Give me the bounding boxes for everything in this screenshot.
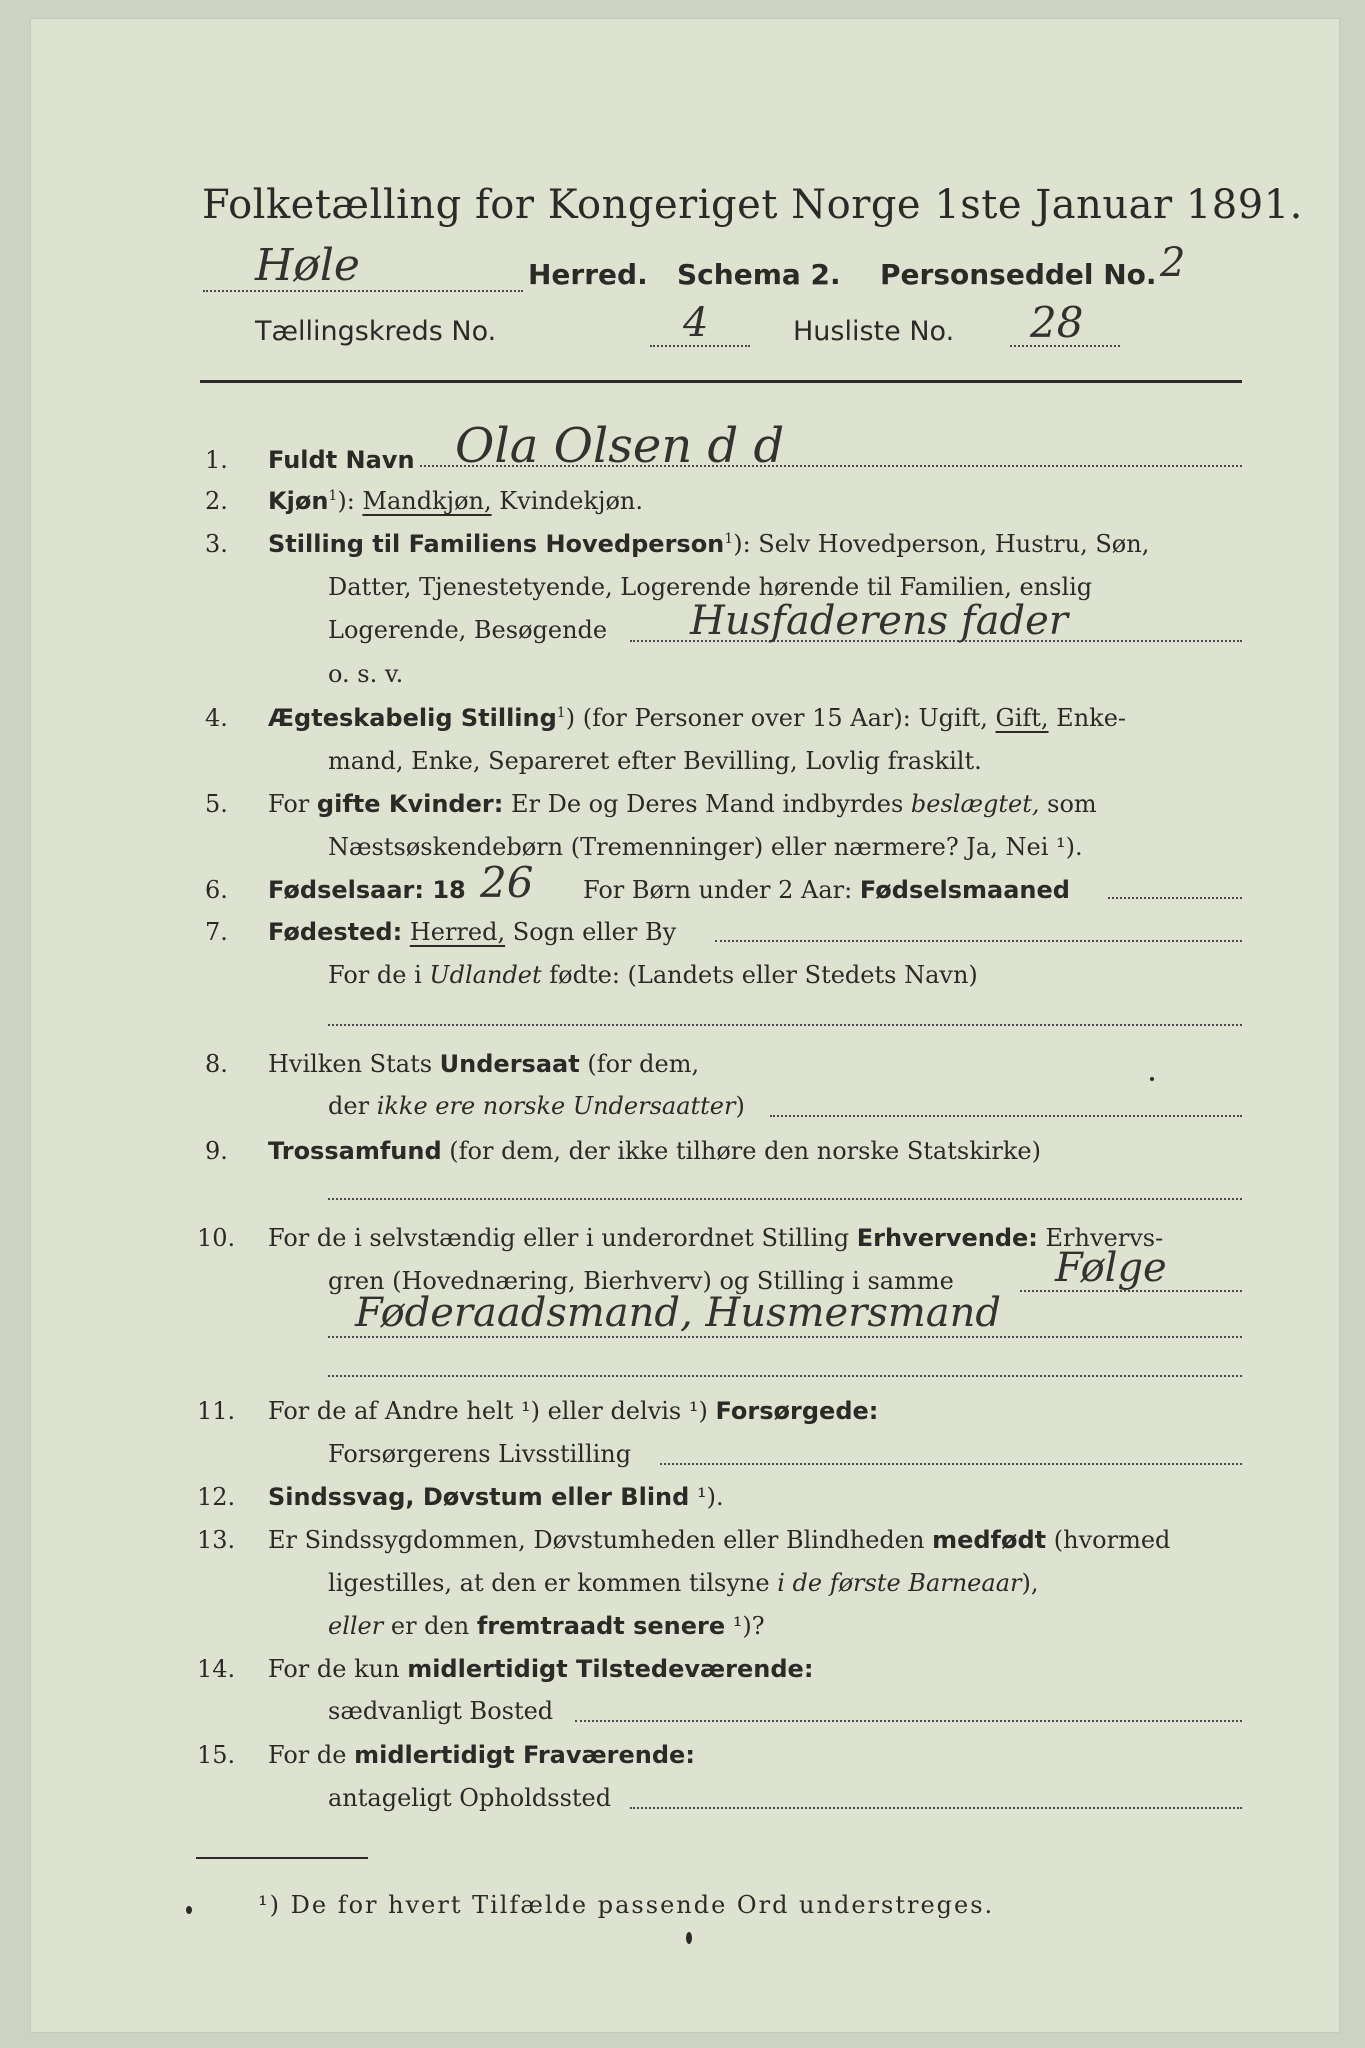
item-number: 2. bbox=[205, 487, 228, 515]
item-10-pre: For de i selvstændig eller i underordnet Stilling bbox=[268, 1224, 850, 1252]
item-8-line2 bbox=[328, 1092, 745, 1120]
item-number: 8. bbox=[205, 1050, 228, 1078]
item-4-line1-end: Enke- bbox=[1056, 704, 1127, 732]
item-3-line4: o. s. v. bbox=[328, 660, 404, 688]
bosted-dotted-line bbox=[575, 1720, 1242, 1722]
item-4-line1-rest: ) (for Personer over 15 Aar): Ugift, bbox=[565, 704, 988, 732]
erhverv-dotted-line-2 bbox=[328, 1336, 1242, 1338]
item-5-label: gifte Kvinder: bbox=[316, 790, 504, 818]
item-13-line3-end: ¹)? bbox=[732, 1612, 765, 1640]
item-8-line2-italic: ikke ere norske Undersaatter bbox=[376, 1092, 736, 1120]
footnote: ¹) De for hvert Tilfælde passende Ord understreges. bbox=[258, 1891, 995, 1919]
item-11-label: Forsørgede: bbox=[715, 1397, 879, 1425]
item-6-rest bbox=[583, 876, 1070, 904]
item-2-label: Kjøn bbox=[268, 487, 329, 515]
item-6-rest-pre: For Børn under 2 Aar: bbox=[583, 876, 853, 904]
item-15-line2: antageligt Opholdssted bbox=[328, 1784, 612, 1812]
ink-mark bbox=[186, 1906, 192, 1914]
item-13-end: (hvormed bbox=[1053, 1526, 1171, 1554]
udland-dotted-line bbox=[328, 1024, 1242, 1026]
undersaat-dotted-line bbox=[770, 1115, 1242, 1117]
item-7-line2-rest: fødte: (Landets eller Stedets Navn) bbox=[549, 961, 978, 989]
item-5-line2: Næstsøskendebørn (Tremenninger) eller nærmere? Ja, Nei ¹). bbox=[328, 833, 1083, 861]
gift-selected: Gift, bbox=[995, 704, 1049, 732]
item-10-line2: gren (Hovednæring, Bierhverv) og Stilling i samme bbox=[328, 1267, 954, 1295]
item-number: 6. bbox=[205, 876, 228, 904]
item-number: 5. bbox=[205, 790, 228, 818]
kreds-number: 4 bbox=[683, 300, 709, 346]
item-15-pre: For de bbox=[268, 1741, 347, 1769]
item-number: 1. bbox=[205, 446, 228, 474]
item-13-label: medfødt bbox=[932, 1526, 1047, 1554]
item-5-italic: beslægtet, bbox=[910, 790, 1040, 818]
item-10-end: Erhvervs- bbox=[1045, 1224, 1164, 1252]
item-2-line bbox=[268, 487, 643, 515]
item-9-label: Trossamfund bbox=[268, 1137, 442, 1165]
item-8-rest: (for dem, bbox=[587, 1050, 700, 1078]
footnote-rule bbox=[196, 1857, 368, 1859]
item-3-label: Stilling til Familiens Hovedperson bbox=[268, 530, 725, 558]
footnote-mark: 1 bbox=[556, 705, 566, 721]
item-5-pre: For bbox=[268, 790, 310, 818]
item-number: 4. bbox=[205, 704, 228, 732]
item-4-line1 bbox=[268, 704, 1126, 732]
item-15-label: midlertidigt Fraværende: bbox=[354, 1741, 695, 1769]
ink-mark bbox=[686, 1932, 692, 1944]
item-number: 7. bbox=[205, 918, 228, 946]
personseddel-number: 2 bbox=[1160, 240, 1186, 286]
item-number: 11. bbox=[197, 1397, 236, 1425]
herred-dotted-line bbox=[203, 290, 523, 292]
item-4-label: Ægteskabelig Stilling bbox=[268, 704, 557, 732]
name-handwritten: Ola Olsen d d bbox=[455, 418, 785, 474]
form-title: Folketælling for Kongeriget Norge 1ste Januar 1891. bbox=[202, 182, 1303, 228]
item-number: 3. bbox=[205, 530, 228, 558]
kreds-label: Tællingskreds No. bbox=[255, 316, 497, 347]
item-7-label: Fødested: bbox=[268, 918, 403, 946]
item-3-line1 bbox=[268, 530, 1149, 558]
item-number: 13. bbox=[197, 1526, 236, 1554]
item-number: 9. bbox=[205, 1137, 228, 1165]
husliste-label: Husliste No. bbox=[793, 316, 955, 347]
item-13-line2-pre: ligestilles, at den er kommen tilsyne bbox=[328, 1569, 770, 1597]
ink-mark bbox=[1150, 1077, 1154, 1081]
item-7-line2-italic: Udlandet bbox=[429, 961, 542, 989]
item-6-label: Fødselsaar: 18 bbox=[268, 876, 466, 904]
item-3-line3: Logerende, Besøgende bbox=[328, 616, 608, 644]
erhverv-handwritten-1: Følge bbox=[1055, 1245, 1167, 1291]
herred-label: Herred. bbox=[528, 258, 648, 291]
item-9-line1 bbox=[268, 1137, 1041, 1165]
item-7-rest: Sogn eller By bbox=[512, 918, 677, 946]
personseddel-label: Personseddel No. bbox=[880, 258, 1157, 291]
item-number: 14. bbox=[197, 1655, 236, 1683]
item-11-pre: For de af Andre helt ¹) eller delvis ¹) bbox=[268, 1397, 708, 1425]
item-12-line1 bbox=[268, 1483, 724, 1511]
trossamfund-dotted-line bbox=[328, 1198, 1242, 1200]
item-13-line1 bbox=[268, 1526, 1170, 1554]
fodselsmaaned-dotted-line bbox=[1108, 897, 1242, 899]
item-13-line3-pre: er den bbox=[390, 1612, 470, 1640]
herred-selected: Herred, bbox=[409, 918, 506, 946]
header-rule bbox=[200, 380, 1242, 383]
item-number: 10. bbox=[197, 1224, 236, 1252]
item-number: 12. bbox=[197, 1483, 236, 1511]
item-8-line2-pre: der bbox=[328, 1092, 370, 1120]
item-2-colon: ): bbox=[337, 487, 363, 515]
footnote-mark: 1 bbox=[328, 488, 338, 504]
kjon-rest: Kvindekjøn. bbox=[499, 487, 643, 515]
item-5-rest: Er De og Deres Mand indbyrdes bbox=[510, 790, 904, 818]
item-8-pre: Hvilken Stats bbox=[268, 1050, 433, 1078]
stilling-handwritten: Husfaderens fader bbox=[690, 598, 1068, 644]
item-9-rest: (for dem, der ikke tilhøre den norske Statskirke) bbox=[449, 1137, 1041, 1165]
herred-handwritten: Høle bbox=[255, 240, 360, 291]
item-10-line1 bbox=[268, 1224, 1163, 1252]
erhverv-dotted-line-3 bbox=[328, 1375, 1242, 1377]
item-13-line3-italic: eller bbox=[328, 1612, 384, 1640]
item-14-pre: For de kun bbox=[268, 1655, 400, 1683]
livsstilling-dotted-line bbox=[660, 1463, 1242, 1465]
fodested-dotted-line bbox=[715, 940, 1242, 942]
item-12-label: Sindssvag, Døvstum eller Blind bbox=[268, 1483, 690, 1511]
item-5-end: som bbox=[1047, 790, 1097, 818]
item-13-line3-bold: fremtraadt senere bbox=[476, 1612, 726, 1640]
kjon-selected: Mandkjøn, bbox=[362, 487, 492, 515]
item-13-line2-end: ), bbox=[1021, 1569, 1039, 1597]
item-12-tail: ¹). bbox=[696, 1483, 724, 1511]
item-8-line1 bbox=[268, 1050, 699, 1078]
husliste-number: 28 bbox=[1030, 298, 1084, 347]
item-14-line2: sædvanligt Bosted bbox=[328, 1697, 554, 1725]
item-13-line3 bbox=[328, 1612, 765, 1640]
item-11-line2: Forsørgerens Livsstilling bbox=[328, 1440, 632, 1468]
item-4-line2: mand, Enke, Separeret efter Bevilling, Lovlig fraskilt. bbox=[328, 747, 982, 775]
item-3-line2: Datter, Tjenestetyende, Logerende hørende til Familien, enslig bbox=[328, 573, 1093, 601]
item-13-pre: Er Sindssygdommen, Døvstumheden eller Blindheden bbox=[268, 1526, 925, 1554]
item-11-line1 bbox=[268, 1397, 878, 1425]
item-7-line2-pre: For de i bbox=[328, 961, 422, 989]
item-7-line1 bbox=[268, 918, 676, 946]
item-7-line2 bbox=[328, 961, 978, 989]
item-6-rest-bold: Fødselsmaaned bbox=[859, 876, 1070, 904]
item-3-line1-rest: ): Selv Hovedperson, Hustru, Søn, bbox=[733, 530, 1150, 558]
footnote-mark: 1 bbox=[724, 531, 734, 547]
schema-label: Schema 2. bbox=[677, 258, 841, 291]
item-8-line2-end: ) bbox=[735, 1092, 745, 1120]
item-5-line1 bbox=[268, 790, 1097, 818]
item-15-line1 bbox=[268, 1741, 695, 1769]
item-14-line1 bbox=[268, 1655, 813, 1683]
item-10-label: Erhvervende: bbox=[856, 1224, 1038, 1252]
item-1-label: Fuldt Navn bbox=[268, 446, 415, 474]
item-number: 15. bbox=[197, 1741, 236, 1769]
item-14-label: midlertidigt Tilstedeværende: bbox=[407, 1655, 814, 1683]
item-8-label: Undersaat bbox=[439, 1050, 580, 1078]
fodselsaar-handwritten: 26 bbox=[480, 858, 534, 907]
erhverv-handwritten-2: Føderaadsmand, Husmersmand bbox=[355, 1290, 1002, 1336]
item-13-line2 bbox=[328, 1569, 1038, 1597]
opholdssted-dotted-line bbox=[630, 1807, 1242, 1809]
item-13-line2-italic: i de første Barneaar bbox=[777, 1569, 1022, 1597]
